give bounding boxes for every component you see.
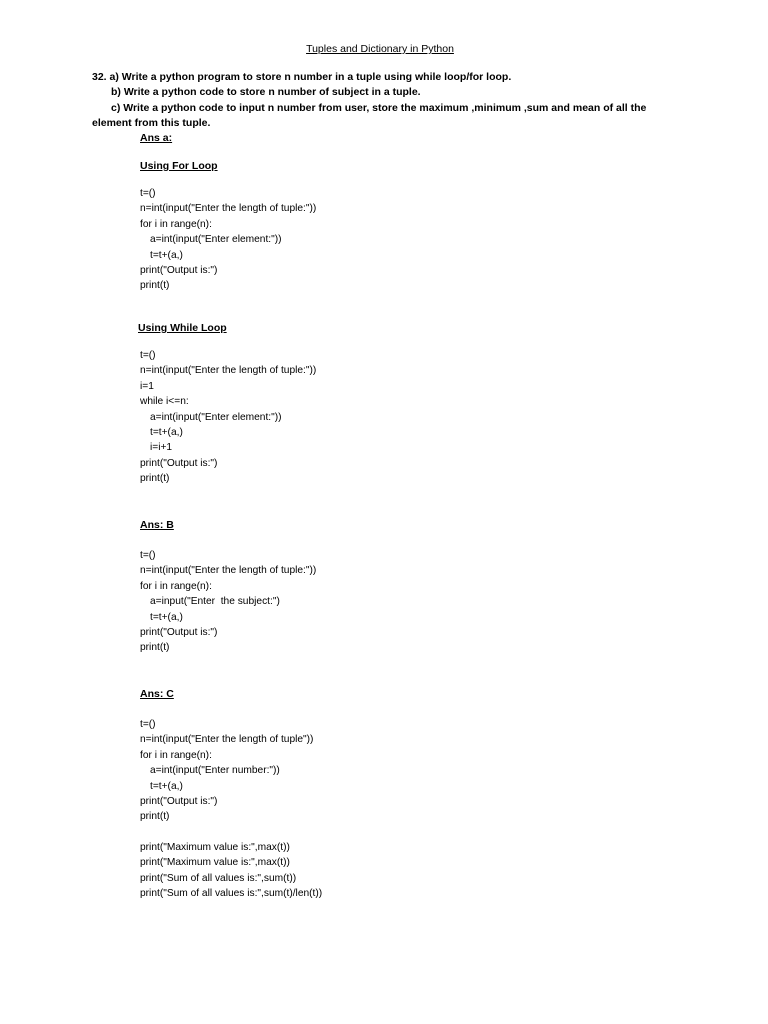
code-line: t=t+(a,) [150,426,183,438]
code-line: while i<=n: [140,396,189,408]
ans-b-heading: Ans: B [140,519,174,531]
ans-c-code-block [140,717,313,825]
while-loop-code-block [140,348,316,487]
code-line: print("Output is:") [140,626,218,638]
document-title: Tuples and Dictionary in Python [306,43,454,55]
ans-b-code-block [140,548,316,656]
code-line: t=() [140,350,156,361]
code-line: print("Maximum value is:",max(t)) [140,857,290,869]
for-loop-code-block [140,186,316,294]
code-line: t=() [140,550,156,561]
code-line: print("Output is:") [140,457,218,469]
code-line: print("Sum of all values is:",sum(t)/len(t)) [140,888,323,900]
code-line: a=input("Enter the subject:") [150,596,280,608]
for-loop-heading: Using For Loop [140,160,218,172]
ans-c-stats-code-block [140,840,322,902]
question-part-c-line2: element from this tuple. [92,117,211,129]
code-line: n=int(input("Enter the length of tuple:")) [140,365,317,377]
code-line: t=t+(a,) [150,780,183,792]
code-line: a=int(input("Enter number:")) [150,765,280,777]
code-line: print(t) [140,280,170,292]
code-line: n=int(input("Enter the length of tuple:")) [140,565,317,577]
code-line: t=t+(a,) [150,249,183,261]
code-line: print(t) [140,811,170,823]
code-line: t=() [140,188,156,199]
code-line: n=int(input("Enter the length of tuple")) [140,734,314,746]
while-loop-heading: Using While Loop [138,322,227,334]
code-line: for i in range(n): [140,580,212,592]
code-line: print("Sum of all values is:",sum(t)) [140,872,297,884]
question-part-c-line1: c) Write a python code to input n number from user, store the maximum ,minimum ,sum and mean of all the [111,102,647,114]
code-line: print(t) [140,473,170,485]
code-line: a=int(input("Enter element:")) [150,234,282,246]
question-part-a: 32. a) Write a python program to store n number in a tuple using while loop/for loop. [92,71,512,83]
ans-a-heading: Ans a: [140,132,173,144]
code-line: for i in range(n): [140,218,212,230]
code-line: print("Maximum value is:",max(t)) [140,842,290,853]
ans-c-heading: Ans: C [140,688,174,700]
code-line: t=() [140,719,156,730]
code-line: i=1 [140,380,154,392]
code-line: for i in range(n): [140,749,212,761]
code-line: print("Output is:") [140,795,218,807]
code-line: n=int(input("Enter the length of tuple:")) [140,203,317,215]
code-line: i=i+1 [150,442,173,454]
question-part-b: b) Write a python code to store n number of subject in a tuple. [111,86,421,98]
code-line: print(t) [140,642,170,654]
code-line: t=t+(a,) [150,611,183,623]
code-line: a=int(input("Enter element:")) [150,411,282,423]
code-line: print("Output is:") [140,264,218,276]
